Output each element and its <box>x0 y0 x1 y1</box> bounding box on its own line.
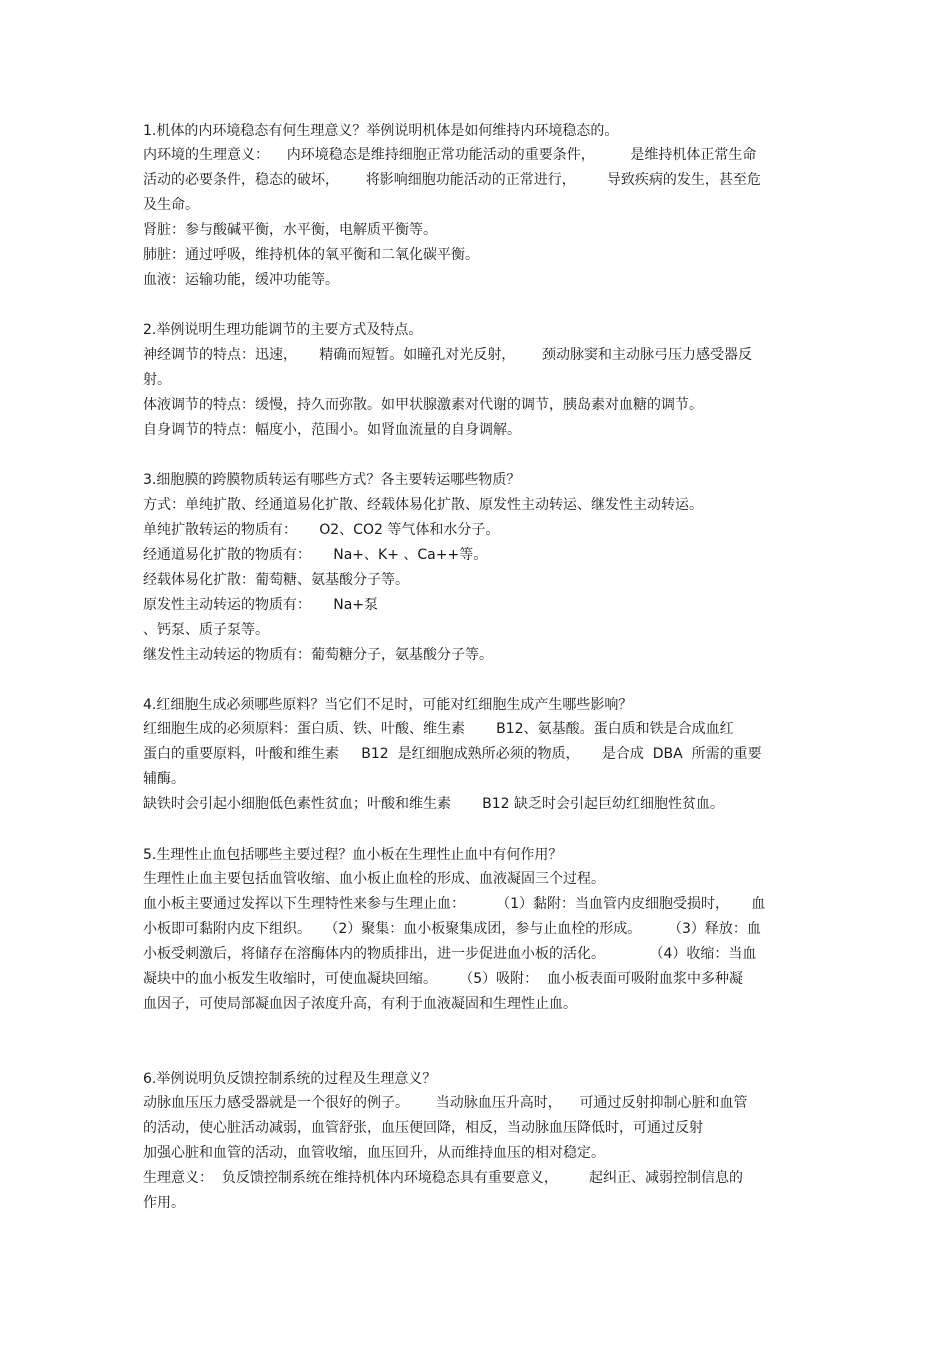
question-1-title: 1.机体的内环境稳态有何生理意义？举例说明机体是如何维持内环境稳态的。 <box>143 123 619 139</box>
question-5-line: 小板即可黏附内皮下组织。 （2）聚集：血小板聚集成团，参与止血栓的形成。 （3）释放：血 <box>143 921 761 937</box>
question-2-line: 自身调节的特点：幅度小，范围小。如肾血流量的自身调解。 <box>143 422 521 438</box>
question-1-line: 及生命。 <box>143 197 199 213</box>
question-3-line: 原发性主动转运的物质有： Na+泵 <box>143 597 379 613</box>
question-4-title: 4.红细胞生成必须哪些原料？当它们不足时，可能对红细胞生成产生哪些影响？ <box>143 697 633 713</box>
question-1-line: 内环境的生理意义： 内环境稳态是维持细胞正常功能活动的重要条件， 是维持机体正常生命 <box>143 147 757 163</box>
question-4-line: 红细胞生成的必须原料：蛋白质、铁、叶酸、维生素 B12、氨基酸。蛋白质和铁是合成血红 <box>143 721 734 737</box>
question-1-line: 活动的必要条件，稳态的破坏， 将影响细胞功能活动的正常进行， 导致疾病的发生，甚至危 <box>143 172 761 188</box>
question-5-line: 血小板主要通过发挥以下生理特性来参与生理止血： （1）黏附：当血管内皮细胞受损时， 血 <box>143 896 766 912</box>
question-5-line: 生理性止血主要包括血管收缩、血小板止血栓的形成、血液凝固三个过程。 <box>143 871 605 887</box>
question-3-line: 经载体易化扩散：葡萄糖、氨基酸分子等。 <box>143 572 409 588</box>
question-5-line: 小板受刺激后，将储存在溶酶体内的物质排出，进一步促进血小板的活化。 （4）收缩：当血 <box>143 946 757 962</box>
question-3-line: 单纯扩散转运的物质有： O2、CO2 等气体和水分子。 <box>143 522 500 538</box>
question-4-line: 蛋白的重要原料，叶酸和维生素 B12 是红细胞成熟所必须的物质， 是合成 DBA 所需的重要 <box>143 746 762 762</box>
question-6-title: 6.举例说明负反馈控制系统的过程及生理意义？ <box>143 1071 437 1087</box>
question-2-line: 射。 <box>143 372 171 388</box>
question-6-line: 生理意义： 负反馈控制系统在维持机体内环境稳态具有重要意义， 起纠正、减弱控制信息的 <box>143 1170 744 1186</box>
question-6-line: 作用。 <box>143 1195 185 1211</box>
question-1-line: 血液：运输功能，缓冲功能等。 <box>143 272 339 288</box>
question-3-title: 3.细胞膜的跨膜物质转运有哪些方式？各主要转运哪些物质？ <box>143 472 521 488</box>
question-1-line: 肺脏：通过呼吸，维持机体的氧平衡和二氧化碳平衡。 <box>143 247 479 263</box>
question-2-title: 2.举例说明生理功能调节的主要方式及特点。 <box>143 322 423 338</box>
question-5-line: 凝块中的血小板发生收缩时，可使血凝块回缩。 （5）吸附： 血小板表面可吸附血浆中多种凝 <box>143 971 744 987</box>
question-4-line: 缺铁时会引起小细胞低色素性贫血；叶酸和维生素 B12 缺乏时会引起巨幼红细胞性贫血。 <box>143 796 725 812</box>
question-3-line: 经通道易化扩散的物质有： Na+、K+ 、Ca++等。 <box>143 547 488 563</box>
question-2-line: 神经调节的特点：迅速， 精确而短暂。如瞳孔对光反射， 颈动脉窦和主动脉弓压力感受器反 <box>143 347 752 363</box>
question-6-line: 的活动，使心脏活动减弱，血管舒张，血压便回降，相反，当动脉血压降低时，可通过反射 <box>143 1120 703 1136</box>
question-3-line: 方式：单纯扩散、经通道易化扩散、经载体易化扩散、原发性主动转运、继发性主动转运。 <box>143 497 703 513</box>
question-3-line: 继发性主动转运的物质有：葡萄糖分子，氨基酸分子等。 <box>143 647 493 663</box>
question-1-line: 肾脏：参与酸碱平衡，水平衡，电解质平衡等。 <box>143 222 437 238</box>
question-4-line: 辅酶。 <box>143 771 185 787</box>
question-6-line: 动脉血压压力感受器就是一个很好的例子。 当动脉血压升高时， 可通过反射抑制心脏和血管 <box>143 1095 748 1111</box>
question-5-line: 血因子，可使局部凝血因子浓度升高，有利于血液凝固和生理性止血。 <box>143 996 577 1012</box>
question-5-title: 5.生理性止血包括哪些主要过程？血小板在生理性止血中有何作用？ <box>143 847 563 863</box>
question-3-line: 、钙泵、质子泵等。 <box>143 622 269 638</box>
question-2-line: 体液调节的特点：缓慢，持久而弥散。如甲状腺激素对代谢的调节，胰岛素对血糖的调节。 <box>143 397 703 413</box>
question-6-line: 加强心脏和血管的活动，血管收缩，血压回升，从而维持血压的相对稳定。 <box>143 1145 605 1161</box>
